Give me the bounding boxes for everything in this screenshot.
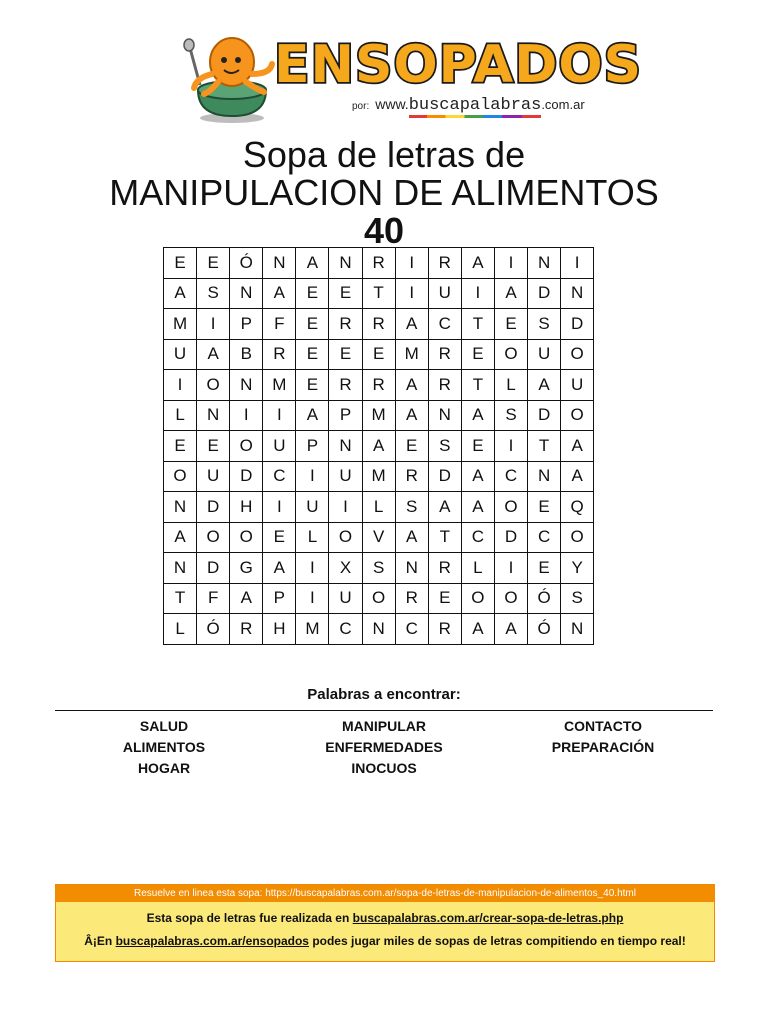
grid-cell: A <box>494 278 527 309</box>
page-title-line1: Sopa de letras de <box>242 134 526 175</box>
grid-cell: D <box>197 553 230 584</box>
grid-cell: A <box>428 492 461 523</box>
grid-cell: E <box>263 522 296 553</box>
grid-cell: O <box>197 522 230 553</box>
grid-row <box>164 522 594 553</box>
grid-cell: L <box>164 400 197 431</box>
grid-cell: E <box>395 431 428 462</box>
word-item: CONTACTO <box>563 718 643 734</box>
grid-cell: E <box>494 309 527 340</box>
grid-cell: H <box>263 614 296 645</box>
grid-cell: U <box>296 492 329 523</box>
word-item: ENFERMEDADES <box>325 739 443 755</box>
grid-cell: I <box>561 248 594 279</box>
footer-line-2 <box>56 934 714 948</box>
grid-cell: A <box>164 522 197 553</box>
grid-cell: S <box>561 583 594 614</box>
grid-cell: N <box>528 248 561 279</box>
grid-cell: A <box>494 614 527 645</box>
grid-cell: E <box>296 339 329 370</box>
grid-row <box>164 278 594 309</box>
word-column-3 <box>503 716 703 758</box>
grid-cell: D <box>428 461 461 492</box>
grid-cell: R <box>428 248 461 279</box>
grid-cell: N <box>395 553 428 584</box>
grid-cell: R <box>395 583 428 614</box>
grid-cell: L <box>296 522 329 553</box>
grid-cell: R <box>362 309 395 340</box>
grid-cell: M <box>164 309 197 340</box>
grid-cell: L <box>461 553 494 584</box>
grid-cell: A <box>461 492 494 523</box>
grid-cell: O <box>561 339 594 370</box>
grid-cell: X <box>329 553 362 584</box>
grid-cell: O <box>561 522 594 553</box>
grid-cell: R <box>362 370 395 401</box>
grid-cell: D <box>528 400 561 431</box>
words-heading: Palabras a encontrar: <box>307 686 461 703</box>
grid-cell: N <box>230 278 263 309</box>
grid-cell: I <box>296 461 329 492</box>
grid-cell: E <box>329 339 362 370</box>
grid-cell: E <box>296 309 329 340</box>
grid-cell: Ó <box>528 583 561 614</box>
grid-cell: P <box>329 400 362 431</box>
grid-cell: P <box>296 431 329 462</box>
grid-cell: N <box>329 248 362 279</box>
grid-cell: A <box>395 400 428 431</box>
grid-row <box>164 431 594 462</box>
grid-cell: Ó <box>197 614 230 645</box>
grid-cell: I <box>230 400 263 431</box>
grid-cell: A <box>296 400 329 431</box>
word-item: SALUD <box>139 718 189 734</box>
site-byline <box>352 96 585 115</box>
footer-online-link[interactable]: Resuelve en linea esta sopa: https://buscapalabras.com.ar/sopa-de-letras-de-manipulacion-de-alimentos_40.html <box>56 885 714 902</box>
grid-cell: T <box>461 309 494 340</box>
grid-cell: D <box>230 461 263 492</box>
grid-cell: N <box>561 614 594 645</box>
grid-cell: E <box>197 248 230 279</box>
word-item: PREPARACIÓN <box>551 739 655 755</box>
grid-cell: E <box>197 431 230 462</box>
word-item: HOGAR <box>137 760 191 776</box>
grid-row <box>164 553 594 584</box>
grid-cell: N <box>164 553 197 584</box>
grid-cell: N <box>230 370 263 401</box>
grid-cell: I <box>296 553 329 584</box>
grid-cell: C <box>428 309 461 340</box>
footer-line-2-post: podes jugar miles de sopas de letras compitiendo en tiempo real! <box>308 934 686 948</box>
grid-cell: I <box>263 492 296 523</box>
grid-cell: C <box>528 522 561 553</box>
grid-cell: E <box>428 583 461 614</box>
grid-cell: C <box>263 461 296 492</box>
grid-cell: I <box>329 492 362 523</box>
word-item: INOCUOS <box>351 760 417 776</box>
grid-cell: A <box>263 278 296 309</box>
grid-cell: S <box>528 309 561 340</box>
footer-line-1 <box>56 911 714 925</box>
grid-cell: U <box>428 278 461 309</box>
grid-cell: A <box>230 583 263 614</box>
word-search-grid <box>163 247 594 645</box>
grid-cell: P <box>263 583 296 614</box>
grid-cell: S <box>395 492 428 523</box>
grid-cell: T <box>528 431 561 462</box>
grid-cell: F <box>197 583 230 614</box>
grid-cell: A <box>528 370 561 401</box>
grid-cell: E <box>296 370 329 401</box>
grid-cell: T <box>164 583 197 614</box>
grid-cell: O <box>494 492 527 523</box>
grid-cell: S <box>362 553 395 584</box>
grid-cell: A <box>461 461 494 492</box>
grid-cell: D <box>494 522 527 553</box>
grid-cell: O <box>494 339 527 370</box>
grid-cell: B <box>230 339 263 370</box>
grid-cell: O <box>197 370 230 401</box>
grid-cell: A <box>395 370 428 401</box>
divider <box>55 710 713 711</box>
word-column-2 <box>284 716 484 779</box>
grid-cell: O <box>230 431 263 462</box>
word-column-1 <box>64 716 264 779</box>
grid-cell: E <box>164 248 197 279</box>
page-title-number: 40 <box>363 210 405 251</box>
grid-cell: T <box>428 522 461 553</box>
grid-cell: I <box>461 278 494 309</box>
grid-cell: N <box>197 400 230 431</box>
grid-cell: O <box>362 583 395 614</box>
grid-cell: N <box>329 431 362 462</box>
grid-cell: C <box>329 614 362 645</box>
byline-por: por: <box>352 101 370 112</box>
grid-cell: Y <box>561 553 594 584</box>
grid-cell: H <box>230 492 263 523</box>
grid-cell: O <box>230 522 263 553</box>
word-item: ALIMENTOS <box>122 739 206 755</box>
grid-cell: G <box>230 553 263 584</box>
grid-cell: R <box>428 339 461 370</box>
grid-cell: R <box>395 461 428 492</box>
grid-cell: T <box>362 278 395 309</box>
grid-cell: I <box>197 309 230 340</box>
grid-cell: O <box>329 522 362 553</box>
grid-cell: A <box>395 309 428 340</box>
grid-row <box>164 400 594 431</box>
grid-cell: R <box>329 309 362 340</box>
grid-cell: I <box>296 583 329 614</box>
grid-row <box>164 339 594 370</box>
grid-cell: D <box>197 492 230 523</box>
grid-cell: M <box>263 370 296 401</box>
grid-cell: Ó <box>230 248 263 279</box>
grid-cell: N <box>428 400 461 431</box>
grid-cell: M <box>296 614 329 645</box>
grid-cell: L <box>164 614 197 645</box>
footer-line-1-text: Esta sopa de letras fue realizada en <box>146 911 353 925</box>
grid-cell: N <box>263 248 296 279</box>
grid-cell: A <box>461 248 494 279</box>
grid-row <box>164 461 594 492</box>
grid-cell: U <box>528 339 561 370</box>
grid-cell: D <box>561 309 594 340</box>
grid-cell: D <box>528 278 561 309</box>
grid-cell: E <box>164 431 197 462</box>
grid-row <box>164 583 594 614</box>
grid-cell: V <box>362 522 395 553</box>
grid-cell: U <box>197 461 230 492</box>
grid-cell: P <box>230 309 263 340</box>
grid-cell: E <box>528 553 561 584</box>
footer-box <box>55 884 715 962</box>
grid-cell: A <box>263 553 296 584</box>
grid-cell: I <box>395 278 428 309</box>
grid-cell: R <box>362 248 395 279</box>
grid-cell: A <box>164 278 197 309</box>
grid-row <box>164 248 594 279</box>
grid-cell: A <box>395 522 428 553</box>
grid-cell: I <box>164 370 197 401</box>
grid-cell: R <box>230 614 263 645</box>
grid-cell: S <box>494 400 527 431</box>
grid-row <box>164 370 594 401</box>
octopus-in-pot-icon <box>178 30 278 125</box>
grid-cell: A <box>197 339 230 370</box>
grid-cell: C <box>461 522 494 553</box>
grid-cell: R <box>263 339 296 370</box>
grid-cell: U <box>164 339 197 370</box>
grid-row <box>164 614 594 645</box>
grid-cell: U <box>329 583 362 614</box>
logo-text: ENSOPADOS <box>273 35 643 95</box>
grid-cell: F <box>263 309 296 340</box>
grid-cell: L <box>362 492 395 523</box>
grid-cell: N <box>362 614 395 645</box>
grid-cell: E <box>329 278 362 309</box>
grid-cell: N <box>528 461 561 492</box>
grid-row <box>164 492 594 523</box>
grid-cell: E <box>461 339 494 370</box>
grid-cell: O <box>494 583 527 614</box>
grid-cell: R <box>428 553 461 584</box>
grid-cell: O <box>461 583 494 614</box>
page-title-line2: MANIPULACION DE ALIMENTOS <box>109 172 659 213</box>
ensopados-logo <box>273 34 643 95</box>
grid-cell: N <box>561 278 594 309</box>
grid-cell: M <box>362 461 395 492</box>
grid-cell: A <box>362 431 395 462</box>
grid-cell: U <box>561 370 594 401</box>
grid-cell: E <box>461 431 494 462</box>
grid-cell: E <box>362 339 395 370</box>
grid-cell: A <box>461 614 494 645</box>
grid-cell: I <box>494 248 527 279</box>
grid-cell: I <box>263 400 296 431</box>
grid-cell: O <box>561 400 594 431</box>
grid-cell: E <box>296 278 329 309</box>
grid-cell: A <box>561 431 594 462</box>
byline-tld: .com.ar <box>541 97 585 112</box>
grid-cell: R <box>428 614 461 645</box>
grid-cell: S <box>428 431 461 462</box>
grid-cell: A <box>461 400 494 431</box>
grid-cell: R <box>329 370 362 401</box>
grid-row <box>164 309 594 340</box>
word-item: MANIPULAR <box>342 718 426 734</box>
grid-cell: S <box>197 278 230 309</box>
footer-line-2-pre: Â¡En <box>84 934 116 948</box>
grid-cell: E <box>528 492 561 523</box>
byline-domain: buscapalabras <box>409 96 542 118</box>
grid-cell: I <box>494 553 527 584</box>
grid-cell: I <box>395 248 428 279</box>
grid-cell: T <box>461 370 494 401</box>
grid-cell: N <box>164 492 197 523</box>
grid-cell: M <box>362 400 395 431</box>
grid-cell: U <box>329 461 362 492</box>
grid-cell: I <box>494 431 527 462</box>
grid-cell: R <box>428 370 461 401</box>
grid-cell: Ó <box>528 614 561 645</box>
grid-cell: C <box>395 614 428 645</box>
grid-cell: A <box>296 248 329 279</box>
grid-cell: A <box>561 461 594 492</box>
grid-cell: Q <box>561 492 594 523</box>
grid-cell: L <box>494 370 527 401</box>
grid-cell: C <box>494 461 527 492</box>
ensopados-link[interactable]: buscapalabras.com.ar/ensopados <box>115 934 309 948</box>
grid-cell: O <box>164 461 197 492</box>
byline-www: www. <box>375 96 409 112</box>
create-puzzle-link[interactable]: buscapalabras.com.ar/crear-sopa-de-letras.php <box>352 911 624 925</box>
grid-cell: U <box>263 431 296 462</box>
grid-cell: M <box>395 339 428 370</box>
